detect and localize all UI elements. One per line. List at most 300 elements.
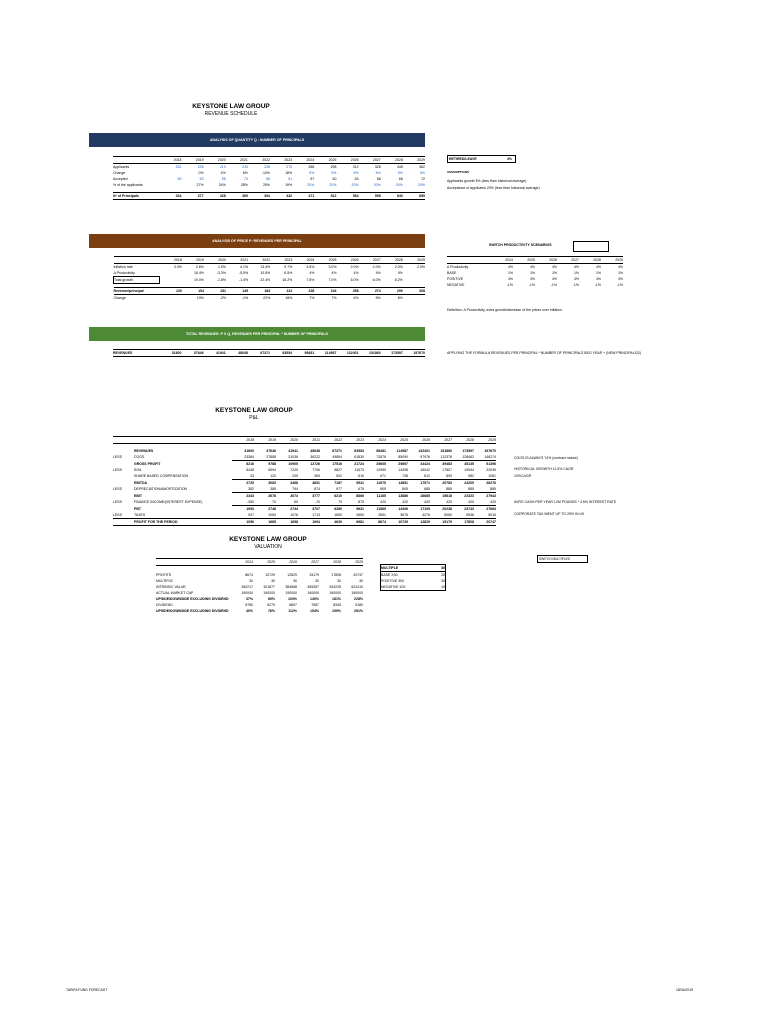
table-cell: 1% — [507, 271, 513, 275]
table-cell: -1% — [241, 296, 249, 300]
table-cell: 128462 — [462, 455, 474, 459]
table-cell: 72876 — [376, 455, 386, 459]
table-cell: 1076 — [290, 513, 298, 517]
table-cell: 112% — [288, 609, 297, 613]
price-change-row — [114, 295, 426, 302]
table-cell: 4% — [220, 171, 226, 175]
table-cell: 37% — [245, 597, 253, 601]
table-cell: 4630 — [320, 519, 342, 526]
table-cell: 8674 — [364, 519, 386, 526]
table-cell: 173597 — [462, 449, 474, 453]
table-cell: 3468 — [276, 480, 298, 487]
table-cell: 190000 — [263, 591, 275, 595]
table-cell: 598 — [359, 193, 381, 200]
pl-subtitle: P&L — [249, 415, 259, 421]
table-cell: 98481 — [292, 350, 314, 357]
table-cell: 20238 — [430, 506, 452, 513]
table-cell: 885 — [468, 487, 474, 491]
row-label: GROSS PROFIT — [134, 461, 161, 466]
table-cell: 22323 — [452, 493, 474, 500]
table-cell: 23743 — [452, 506, 474, 513]
table-cell: 51396 — [474, 461, 496, 468]
multiple-scenario-row — [381, 584, 446, 591]
table-cell: 151860 — [359, 350, 381, 357]
table-cell: 244 — [314, 288, 336, 295]
table-cell: 1658 — [276, 519, 298, 526]
table-cell: 2650 — [356, 513, 364, 517]
year-header: 2019 — [181, 157, 203, 164]
table-cell: 1% — [529, 271, 535, 275]
row-label: REVENUES — [134, 449, 154, 453]
table-cell: 76% — [267, 609, 275, 613]
table-cell: 15179 — [309, 573, 319, 577]
year-header: 2027 — [557, 257, 579, 264]
row-label: Total growth — [114, 277, 160, 284]
table-cell: 17516 — [320, 461, 342, 468]
table-cell: 16685 — [408, 493, 430, 500]
table-cell: 534225 — [329, 585, 341, 589]
table-cell: 11165 — [364, 493, 386, 500]
table-cell: 7229 — [290, 468, 298, 472]
row-label: SGA — [134, 468, 142, 472]
note-cogs: COGS IS ALWAYS 74% (contract nature) — [514, 456, 578, 460]
table-cell: 154% — [310, 609, 319, 613]
table-cell: 30 — [337, 579, 341, 583]
row-label: MULTIPLE — [156, 579, 173, 583]
table-cell: 738 — [402, 474, 408, 478]
table-cell: -1% — [528, 283, 535, 287]
table-cell: 11565 — [364, 506, 386, 513]
table-cell: 6.0% — [372, 278, 381, 282]
row-label: FINANCE INCOME/(INTEREST EXPENSE) — [134, 500, 203, 505]
table-cell: 83554 — [270, 350, 292, 357]
table-cell: 63 — [354, 177, 359, 181]
table-cell: 36222 — [310, 455, 320, 459]
year-header: 2023 — [270, 257, 292, 264]
table-cell: 212 — [270, 288, 292, 295]
table-cell: 146274 — [484, 455, 496, 459]
row-label: REVENUES — [113, 350, 159, 357]
table-cell: 228 — [197, 165, 204, 169]
table-cell: 83554 — [354, 449, 364, 453]
year-header: 2029 — [474, 437, 496, 444]
year-header: 2023 — [270, 157, 292, 164]
table-cell: 17571 — [408, 480, 430, 487]
table-cell: 14308 — [398, 468, 408, 472]
table-cell: 3707 — [298, 506, 320, 513]
table-cell: 875 — [358, 500, 364, 504]
table-cell: 190000 — [329, 591, 341, 595]
year-header: 2029 — [403, 257, 425, 264]
table-cell: 977 — [336, 487, 342, 491]
switch-multiples-label: SWITCH MULTIPLES — [539, 557, 570, 561]
valuation-title: KEYSTONE LAW GROUP — [229, 536, 307, 543]
table-cell: 132401 — [336, 350, 358, 357]
table-cell: 45135 — [452, 461, 474, 468]
table-cell: 5% — [331, 171, 337, 175]
retired-box[interactable] — [447, 155, 516, 163]
multiple-header: MULTIPLE — [381, 565, 430, 572]
year-header: 2021 — [226, 257, 248, 264]
year-header: 2022 — [248, 257, 270, 264]
table-cell: 190000 — [285, 591, 297, 595]
table-cell: 420 — [380, 500, 386, 504]
table-cell: 228 — [264, 165, 270, 169]
footer-left: TARIFA FUND FORECAST — [66, 988, 108, 992]
table-cell: 39483 — [430, 461, 452, 468]
table-cell: 671 — [380, 474, 386, 478]
table-cell: 114987 — [396, 449, 408, 453]
table-cell: 19% — [196, 296, 204, 300]
valuation-subtitle: VALUATION — [254, 544, 282, 550]
table-cell: 16.2% — [282, 278, 293, 282]
table-cell: 308 — [403, 288, 425, 295]
table-cell: 66 — [376, 177, 381, 181]
table-cell: 4276 — [422, 513, 430, 517]
scenario-year-row — [447, 257, 623, 264]
row-label: BASE — [447, 271, 457, 275]
table-cell: 6981 — [342, 519, 364, 526]
table-cell: 114987 — [314, 350, 336, 357]
table-cell: 1063 — [268, 513, 276, 517]
table-cell: 6% — [397, 296, 403, 300]
table-cell: 173597 — [381, 350, 403, 357]
table-cell: 28% — [240, 183, 248, 187]
table-cell: 328 — [204, 193, 226, 200]
row-label: Δ Productivity — [447, 265, 469, 269]
table-cell: 12959 — [376, 468, 386, 472]
year-header: 2025 — [513, 257, 535, 264]
table-cell: 7187 — [320, 480, 342, 487]
table-cell: 73 — [243, 177, 248, 181]
table-cell: 16% — [285, 296, 293, 300]
table-cell: 420 — [468, 500, 474, 504]
total-table — [113, 349, 425, 357]
table-cell: 9541 — [342, 480, 364, 487]
row-label: PROFITS — [156, 573, 172, 577]
table-cell: 6% — [242, 171, 248, 175]
year-header: 2027 — [359, 257, 381, 264]
table-cell: 812 — [424, 474, 430, 478]
table-cell: 23384 — [244, 455, 254, 459]
row-label: UPSIDE/DOWNSIDE EXCLUDING DIVIDEND — [156, 597, 229, 601]
table-cell: -1% — [572, 283, 579, 287]
year-header: 2022 — [320, 437, 342, 444]
row-label: Inflation rate — [113, 265, 133, 269]
table-cell: 385 — [270, 487, 276, 491]
table-cell: 3777 — [298, 493, 320, 500]
table-cell: 69% — [267, 597, 275, 601]
table-cell — [403, 277, 425, 284]
principals-total-row — [113, 193, 425, 200]
table-cell: 805 — [402, 487, 408, 491]
table-cell: 9180 — [355, 603, 363, 607]
table-cell: 298 — [330, 165, 337, 169]
table-cell: 512 — [314, 193, 336, 200]
table-cell: 27% — [196, 183, 204, 187]
table-cell: 17105 — [408, 506, 430, 513]
switch-productivity-input[interactable] — [573, 241, 609, 252]
table-cell: 7706 — [312, 468, 320, 472]
table-cell — [160, 295, 182, 302]
table-cell: 20 — [441, 573, 445, 577]
table-cell: 31600 — [244, 449, 254, 453]
table-cell: 288 — [308, 165, 315, 169]
table-cell: 183 — [248, 288, 270, 295]
table-cell: -1% — [594, 283, 601, 287]
year-header: 2028 — [319, 559, 341, 566]
table-cell: 321877 — [263, 585, 275, 589]
row-prefix — [113, 519, 134, 526]
table-cell: 420 — [402, 500, 408, 504]
table-cell: 4% — [309, 271, 315, 276]
table-cell: 4651 — [298, 480, 320, 487]
table-cell: 11975 — [364, 480, 386, 487]
multiple-header-row — [381, 565, 446, 572]
year-header: 2025 — [314, 157, 336, 164]
table-cell: 20% — [329, 183, 337, 187]
table-cell: 20% — [351, 183, 359, 187]
year-header: 2028 — [452, 437, 474, 444]
year-header: 2020 — [276, 437, 298, 444]
row-prefix: LESS — [113, 455, 122, 460]
table-cell: 1685 — [254, 519, 276, 526]
table-cell: -2% — [219, 296, 226, 300]
table-cell: -1.8% — [216, 278, 226, 282]
table-cell: 28276 — [474, 480, 496, 487]
table-cell: 37646 — [266, 449, 276, 453]
year-header: 2026 — [336, 157, 358, 164]
table-cell: 60 — [332, 177, 337, 181]
row-label: Change — [113, 171, 126, 175]
scenario-row — [447, 282, 623, 288]
table-cell: 10.8% — [260, 271, 271, 276]
total-band: TOTAL REVENUES: P X Q, REVENUES PER PRINCIPAL * NUMBER OF PRINCIPALS — [89, 327, 425, 341]
year-header: 2018 — [160, 257, 182, 264]
table-cell: -3.3% — [216, 271, 226, 276]
table-cell: 1081 — [488, 474, 496, 478]
row-label: EBIT — [134, 493, 142, 498]
table-cell: 181% — [332, 597, 341, 601]
table-cell: 130 — [160, 288, 182, 295]
table-cell: 9788 — [254, 461, 276, 468]
table-cell: 37646 — [181, 350, 203, 357]
table-cell: 4% — [595, 265, 601, 269]
table-cell: 3.0% — [328, 265, 337, 269]
table-cell: 20% — [395, 183, 403, 187]
row-label: NEGATIVE — [447, 283, 465, 287]
profit-for-period-row — [113, 519, 496, 526]
table-cell: 197670 — [403, 350, 425, 357]
table-cell: 420 — [446, 500, 452, 504]
table-cell: 3.5% — [306, 265, 315, 269]
table-cell: 27663 — [474, 506, 496, 513]
table-cell: 345 — [396, 165, 403, 169]
table-cell: 22039 — [486, 468, 496, 472]
table-cell: 4% — [573, 265, 579, 269]
year-header: 2025 — [386, 437, 408, 444]
table-cell: 19818 — [430, 493, 452, 500]
table-cell: 41941 — [204, 350, 226, 357]
table-cell: 57 — [310, 177, 315, 181]
table-cell: 290 — [381, 288, 403, 295]
table-cell: 13886 — [386, 493, 408, 500]
table-cell: 8345 — [333, 603, 341, 607]
year-header: 2025 — [314, 257, 336, 264]
table-cell: 1% — [595, 271, 601, 275]
table-cell: 455357 — [307, 585, 319, 589]
table-cell: 190000 — [307, 591, 319, 595]
table-cell: 20747 — [353, 573, 363, 577]
pl-year-row — [113, 437, 496, 444]
year-header: 2026 — [535, 257, 557, 264]
quantity-band: ANALYSIS OF QUANTITY Q : NUMBER OF PRINCIPALS — [89, 133, 425, 147]
table-cell: 685 — [424, 487, 430, 491]
table-cell: 30 — [315, 579, 319, 583]
year-header: 2018 — [159, 157, 181, 164]
table-cell: 10905 — [276, 461, 298, 468]
table-cell: 6% — [353, 296, 359, 300]
table-cell: 244 — [159, 193, 181, 200]
table-cell: 12829 — [408, 519, 430, 526]
row-label: NEGATIVE 10X — [381, 585, 406, 589]
table-cell: 471 — [292, 193, 314, 200]
table-cell: 9.7% — [284, 265, 293, 269]
table-cell: 794 — [292, 487, 298, 491]
row-label: Accepted — [113, 177, 128, 181]
table-cell: 7.0% — [328, 278, 337, 282]
year-header: 2024 — [231, 559, 253, 566]
year-header: 2027 — [297, 559, 319, 566]
table-cell: 2748 — [254, 506, 276, 513]
table-cell: 20% — [307, 183, 315, 187]
year-header: 2021 — [226, 157, 248, 164]
year-header: 2029 — [341, 559, 363, 566]
price-year-row — [114, 257, 426, 264]
assumptions-label: ASSUMPTIONS — [447, 170, 470, 174]
year-header: 2028 — [381, 157, 403, 164]
table-cell: 4% — [507, 277, 513, 281]
table-cell: 1650 — [334, 513, 342, 517]
table-cell: 2725 — [232, 480, 254, 487]
table-cell: 63 — [199, 177, 204, 181]
year-header: 2029 — [601, 257, 623, 264]
table-cell: 689 — [403, 193, 425, 200]
productivity-definition: Definition: Δ Productivity, extra growth/decrease of the prices over inflation — [447, 308, 562, 312]
table-cell: 5060 — [444, 513, 452, 517]
table-cell: -70 — [314, 500, 320, 504]
revenues-row — [113, 350, 425, 357]
switch-productivity-title: SWITCH PRODUCTIVITY SCENARIOS — [489, 243, 552, 247]
table-cell — [160, 277, 182, 284]
table-cell: 67371 — [332, 449, 342, 453]
table-cell: 132401 — [418, 449, 430, 453]
table-cell: 19944 — [464, 468, 474, 472]
table-cell: 17808 — [452, 519, 474, 526]
table-cell: 1713 — [312, 513, 320, 517]
year-header: 2022 — [248, 157, 270, 164]
table-cell: 5448 — [246, 468, 254, 472]
revenue-formula-note: APPLYING THE FORMULA REVENUES PER PRINCIPAL * NUMBER OF PRINCIPALS BEG YEAR + (NEW PRINCIPALS/2) — [447, 351, 642, 355]
table-cell: 228% — [354, 597, 363, 601]
table-cell: 14851 — [386, 480, 408, 487]
table-cell: 24209 — [452, 480, 474, 487]
table-cell: 420 — [424, 500, 430, 504]
year-header: 2018 — [232, 437, 254, 444]
table-cell: 640 — [381, 193, 403, 200]
table-cell: 6% — [375, 296, 381, 300]
year-header: 2024 — [364, 437, 386, 444]
table-cell: 120 — [270, 474, 276, 478]
year-header: 2027 — [359, 157, 381, 164]
table-cell: 7587 — [311, 603, 319, 607]
table-cell: 277 — [181, 193, 203, 200]
price-table — [113, 256, 425, 301]
table-cell: 154 — [182, 288, 204, 295]
table-cell: 0% — [198, 171, 204, 175]
multiple-value[interactable]: 30 — [430, 565, 446, 572]
table-cell: 12829 — [287, 573, 297, 577]
table-cell: 98481 — [376, 449, 386, 453]
table-cell: 2678 — [254, 493, 276, 500]
note-finance: AVRG CASH PER YEAR 12M POUNDS * 3.5% INTEREST RATE — [514, 500, 617, 504]
row-label: Applicants — [113, 165, 130, 169]
table-cell: 2343 — [232, 493, 254, 500]
quantity-table — [113, 156, 425, 200]
table-cell: 369 — [314, 474, 320, 478]
table-cell: 1993 — [232, 506, 254, 513]
year-header: 2026 — [275, 559, 297, 566]
price-row — [114, 277, 426, 284]
table-cell: 4% — [551, 277, 557, 281]
table-cell: 17807 — [442, 468, 452, 472]
table-cell: 5% — [397, 171, 403, 175]
table-cell: 20783 — [430, 480, 452, 487]
year-header: 2021 — [298, 437, 320, 444]
table-cell: 20% — [417, 183, 425, 187]
table-cell: 3.3% — [173, 265, 182, 269]
year-header: 2023 — [342, 437, 364, 444]
row-label: Δ Productivity — [113, 271, 135, 275]
row-prefix: LESS — [113, 487, 122, 492]
table-cell: 982 — [468, 474, 474, 478]
table-cell: 190000 — [351, 591, 363, 595]
table-cell: 199% — [332, 609, 341, 613]
table-cell: 103% — [288, 597, 297, 601]
table-cell: 937 — [248, 513, 254, 517]
table-cell: 7% — [309, 296, 315, 300]
year-header: 2028 — [579, 257, 601, 264]
table-cell: 6280 — [320, 506, 342, 513]
table-cell: 68 — [398, 177, 403, 181]
year-header: 2025 — [253, 559, 275, 566]
table-cell: 14306 — [386, 506, 408, 513]
table-cell: 554 — [336, 193, 358, 200]
table-cell — [403, 295, 425, 302]
table-cell: 4.1% — [240, 265, 249, 269]
table-cell: 1% — [551, 271, 557, 275]
valuation-row — [156, 608, 363, 614]
table-cell: 51 — [288, 177, 293, 181]
retired-label: RETIRED/LEAVE — [449, 157, 477, 161]
valuation-table — [156, 558, 363, 614]
year-header: 2026 — [336, 257, 358, 264]
table-cell: 149 — [226, 288, 248, 295]
table-cell: 140% — [310, 597, 319, 601]
switch-multiples-box[interactable] — [537, 555, 588, 563]
price-band: ANALYSIS OF PRICE P: REVENUES PER PRINCIPAL — [89, 234, 425, 248]
table-cell: 5936 — [466, 513, 474, 517]
